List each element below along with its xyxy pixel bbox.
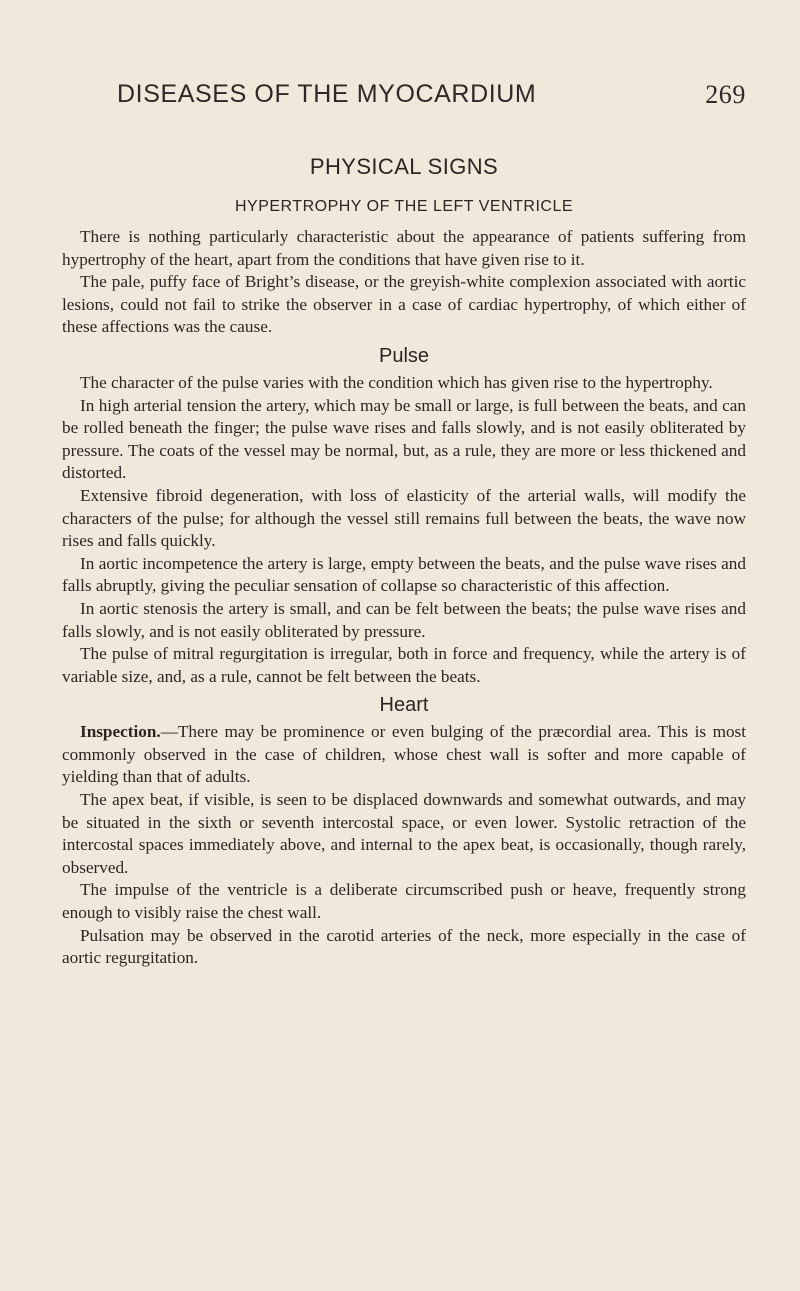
heart-paragraph: The apex beat, if visible, is seen to be displaced downwards and somewhat outwards, and may be situated in the sixth or seventh intercostal space, or even lower. Systolic retraction of the intercostal spaces immediately above, and internal to the apex beat, is occasionally, though rarely, observed. [62,790,746,877]
running-title: DISEASES OF THE MYOCARDIUM [117,80,537,108]
inspection-label: Inspection. [80,722,161,742]
page-number: 269 [705,80,746,109]
section-subtitle: HYPERTROPHY OF THE LEFT VENTRICLE [234,198,574,215]
pulse-paragraph: The pulse of mitral regurgitation is irregular, both in force and frequency, while the artery is of variable size, and, as a rule, cannot be felt between the beats. [62,644,746,686]
pulse-paragraph: Extensive fibroid degeneration, with loss of elasticity of the arterial walls, will modify the characters of the pulse; for although the vessel still remains full between the beats, the wave now rises and falls quickly. [62,485,746,551]
running-head [62,70,746,114]
intro-paragraph: There is nothing particularly characteristic about the appearance of patients suffering from hypertrophy of the heart, apart from the conditions that have given rise to it. [62,227,746,269]
pulse-heading: Pulse [378,344,430,367]
pulse-paragraph: In high arterial tension the artery, which may be small or large, is full between the beats, and can be rolled beneath the finger; the pulse wave rises and falls slowly, and is not easily obliterated by pressure. The coats of the vessel may be normal, but, as a rule, they are more or less thickened and distorted. [62,395,746,483]
heart-paragraph: The impulse of the ventricle is a deliberate circumscribed push or heave, frequently strong enough to visibly raise the chest wall. [62,880,746,923]
pulse-paragraph: The character of the pulse varies with the condition which has given rise to the hypertrophy. [80,372,713,392]
heart-paragraph: Pulsation may be observed in the carotid arteries of the neck, more especially in the case of aortic regurgitation. [62,925,746,968]
pulse-paragraph: In aortic stenosis the artery is small, and can be felt between the beats; the pulse wave rises and falls slowly, and is not easily obliterated by pressure. [62,598,746,641]
intro-paragraph: The pale, puffy face of Bright’s disease, or the greyish-white complexion associated with aortic lesions, could not fail to strike the observer in a case of cardiac hypertrophy, of which either of these affections was the cause. [62,272,746,337]
section-title: PHYSICAL SIGNS [309,154,499,179]
pulse-paragraph: In aortic incompetence the artery is large, empty between the beats, and the pulse wave rises and falls abruptly, giving the peculiar sensation of collapse so characteristic of this affection. [62,553,746,596]
inspection-paragraph [62,721,746,789]
heart-heading: Heart [379,694,429,717]
inspection-text: —There may be prominence or even bulging of the præcordial area. This is most commonly observed in the case of children, whose chest wall is softer and more capable of yielding than that of adults. [62,722,746,787]
